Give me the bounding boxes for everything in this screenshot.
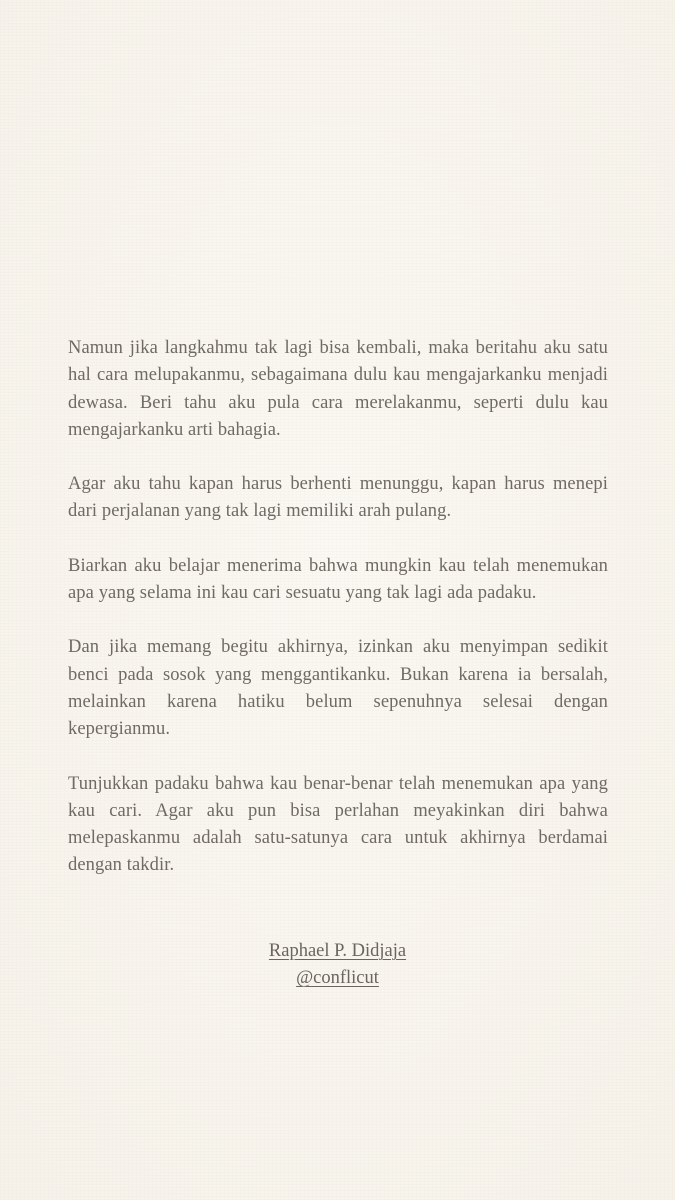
paragraph-3: Biarkan aku belajar menerima bahwa mungkin kau telah menemukan apa yang selama ini kau cari sesuatu yang tak lagi ada padaku. [68, 555, 608, 604]
author-name: Raphael P. Didjaja [268, 941, 407, 961]
signature-block [0, 938, 675, 992]
poem-body [68, 335, 608, 907]
paragraph-4: Dan jika memang begitu akhirnya, izinkan aku menyimpan sedikit benci pada sosok yang menggantikanku. Bukan karena ia bersalah, melainkan karena hatiku belum sepenuhnya selesai dengan kepergianmu. [68, 637, 608, 740]
author-handle: @conflicut [296, 968, 379, 988]
paragraph-1: Namun jika langkahmu tak lagi bisa kembali, maka beritahu aku satu hal cara melupakanmu, sebagaimana dulu kau mengajarkanku menjadi dewasa. Beri tahu aku pula cara merelakanmu, seperti dulu kau mengajarkanku arti bahagia. [68, 338, 608, 440]
paragraph-2: Agar aku tahu kapan harus berhenti menunggu, kapan harus menepi dari perjalanan yang tak lagi memiliki arah pulang. [68, 474, 608, 522]
paragraph-5: Tunjukkan padaku bahwa kau benar-benar telah menemukan apa yang kau cari. Agar aku pun bisa perlahan meyakinkan diri bahwa melepaskanmu adalah satu-satunya cara untuk akhirnya berdamai dengan takdir. [68, 773, 608, 876]
